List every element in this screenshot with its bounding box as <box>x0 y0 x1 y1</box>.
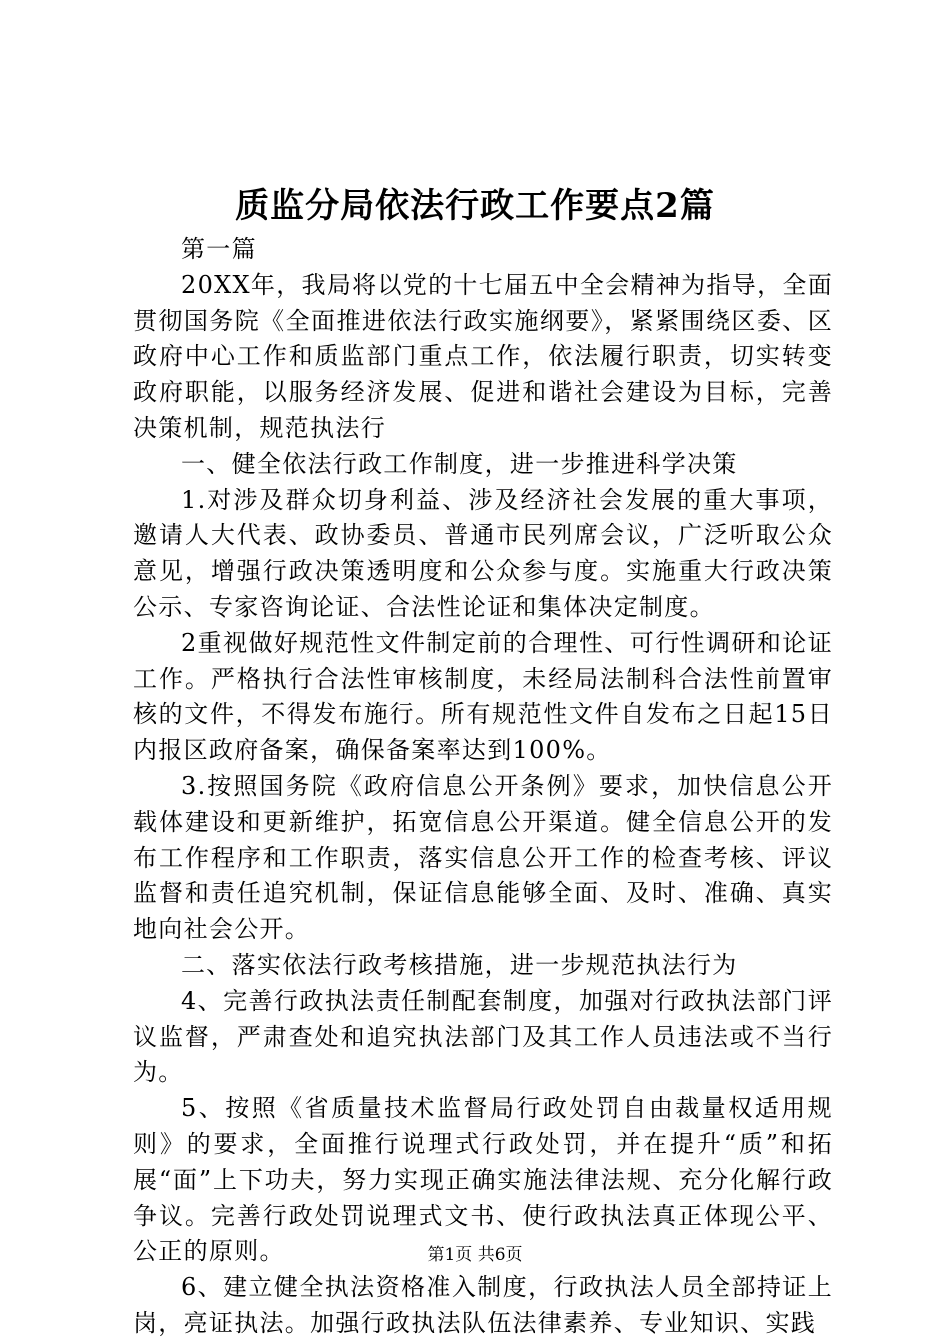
section-heading: 一、健全依法行政工作制度，进一步推进科学决策 <box>181 449 738 478</box>
paragraph: 1.对涉及群众切身利益、涉及经济社会发展的重大事项，邀请人大代表、政协委员、普通市民列席会议，广泛听取公众意见，增强行政决策透明度和公众参与度。实施重大行政决策公示、专家咨询论证、合法性论证和集体决定制度。 <box>133 485 833 621</box>
paragraph: 2重视做好规范性文件制定前的合理性、可行性调研和论证工作。严格执行合法性审核制度，未经局法制科合法性前置审核的文件，不得发布施行。所有规范性文件自发布之日起15日内报区政府备案，确保备案率达到100%。 <box>133 628 833 765</box>
document-body <box>133 232 833 1342</box>
paragraph: 5、按照《省质量技术监督局行政处罚自由裁量权适用规则》的要求，全面推行说理式行政处罚，并在提升“质”和拓展“面”上下功夫，努力实现正确实施法律法规、充分化解行政争议。完善行政处罚说理式文书、使行政执法真正体现公平、公正的原则。 <box>133 1094 833 1266</box>
paragraph: 20XX年，我局将以党的十七届五中全会精神为指导，全面贯彻国务院《全面推进依法行政实施纲要》，紧紧围绕区委、区政府中心工作和质监部门重点工作，依法履行职责，切实转变政府职能，以服务经济发展、促进和谐社会建设为目标，完善决策机制，规范执法行 <box>133 270 833 442</box>
document-title: 质监分局依法行政工作要点2篇 <box>235 186 715 226</box>
paragraph: 3.按照国务院《政府信息公开条例》要求，加快信息公开载体建设和更新维护，拓宽信息公开渠道。健全信息公开的发布工作程序和工作职责，落实信息公开工作的检查考核、评议监督和责任追究机制，保证信息能够全面、及时、准确、真实地向社会公开。 <box>133 771 833 944</box>
section-heading: 第一篇 <box>181 235 257 263</box>
paragraph: 4、完善行政执法责任制配套制度，加强对行政执法部门评议监督，严肃查处和追究执法部门及其工作人员违法或不当行为。 <box>133 986 833 1087</box>
section-heading: 二、落实依法行政考核措施，进一步规范执法行为 <box>181 950 738 979</box>
paragraph: 6、建立健全执法资格准入制度，行政执法人员全部持证上岗，亮证执法。加强行政执法队伍法律素养、专业知识、实践 <box>133 1273 833 1337</box>
page-footer: 第1页 共6页 <box>427 1245 523 1265</box>
